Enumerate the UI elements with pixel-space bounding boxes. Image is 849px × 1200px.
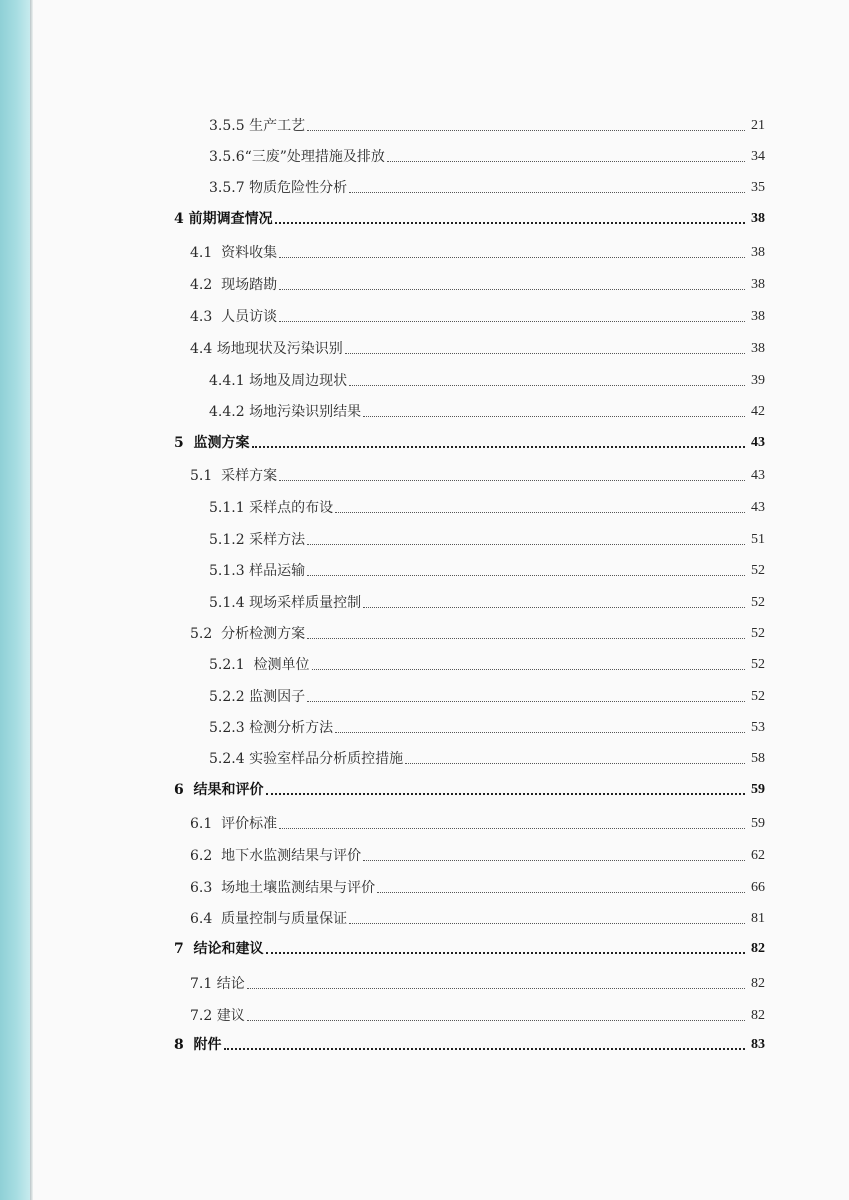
dot-leader <box>307 130 745 131</box>
toc-entry-page: 43 <box>751 468 765 483</box>
dot-leader <box>279 289 745 290</box>
dot-leader <box>335 512 745 513</box>
toc-entry-label: 5.1.1 采样点的布设 <box>209 500 334 516</box>
toc-entry-page: 82 <box>751 976 765 991</box>
toc-chapter-label: 6 结果和评价 <box>174 782 264 798</box>
toc-chapter-page: 43 <box>751 435 765 450</box>
dot-leader <box>377 892 745 893</box>
toc-entry-page: 52 <box>751 595 765 610</box>
toc-chapter-page: 82 <box>751 941 765 956</box>
toc-entry-page: 52 <box>751 657 765 672</box>
dot-leader <box>349 385 745 386</box>
toc-entry[interactable] <box>190 335 765 357</box>
toc-entry-label: 4.4 场地现状及污染识别 <box>190 341 343 357</box>
toc-entry[interactable] <box>209 651 765 673</box>
dot-leader <box>307 701 745 702</box>
toc-entry-label: 3.5.5 生产工艺 <box>209 118 306 134</box>
dot-leader <box>266 952 746 954</box>
toc-entry-page: 38 <box>751 245 765 260</box>
toc-entry-page: 51 <box>751 532 765 547</box>
toc-chapter-label: 4 前期调查情况 <box>174 211 273 227</box>
toc-entry[interactable] <box>209 494 765 516</box>
dot-leader <box>345 353 745 354</box>
toc-entry-label: 4.3 人员访谈 <box>190 309 278 325</box>
toc-entry[interactable] <box>190 842 765 864</box>
dot-leader <box>363 416 745 417</box>
toc-entry-page: 35 <box>751 180 765 195</box>
toc-chapter-label: 8 附件 <box>174 1037 222 1053</box>
toc-entry-page: 52 <box>751 626 765 641</box>
toc-entry-page: 39 <box>751 373 765 388</box>
dot-leader <box>405 763 745 764</box>
toc-chapter[interactable] <box>174 1031 765 1053</box>
toc-chapter-page: 83 <box>751 1037 765 1052</box>
toc-entry-label: 5.1.2 采样方法 <box>209 532 306 548</box>
dot-leader <box>307 575 745 576</box>
toc-entry-label: 5.2.2 监测因子 <box>209 689 306 705</box>
dot-leader <box>279 828 745 829</box>
dot-leader <box>279 257 745 258</box>
toc-entry[interactable] <box>190 970 765 992</box>
toc-entry-page: 52 <box>751 563 765 578</box>
toc-entry[interactable] <box>190 462 765 484</box>
toc-entry-page: 81 <box>751 911 765 926</box>
toc-entry[interactable] <box>190 810 765 832</box>
toc-entry[interactable] <box>209 589 765 611</box>
toc-chapter-page: 59 <box>751 782 765 797</box>
dot-leader <box>307 638 745 639</box>
toc-entry[interactable] <box>190 905 765 927</box>
toc-entry-label: 5.1.4 现场采样质量控制 <box>209 595 362 611</box>
dot-leader <box>363 607 745 608</box>
toc-entry[interactable] <box>190 303 765 325</box>
toc-entry-label: 6.4 质量控制与质量保证 <box>190 911 348 927</box>
toc-entry[interactable] <box>209 714 765 736</box>
toc-entry[interactable] <box>190 1002 765 1024</box>
dot-leader <box>387 161 745 162</box>
toc-entry-label: 3.5.6“三废”处理措施及排放 <box>209 149 385 165</box>
dot-leader <box>252 446 746 448</box>
toc-entry-label: 5.2.1 检测单位 <box>209 657 310 673</box>
toc-entry[interactable] <box>190 239 765 261</box>
toc-entry-label: 3.5.7 物质危险性分析 <box>209 180 348 196</box>
dot-leader <box>349 192 745 193</box>
dot-leader <box>279 321 745 322</box>
toc-entry-page: 66 <box>751 880 765 895</box>
dot-leader <box>363 860 745 861</box>
toc-entry[interactable] <box>209 398 765 420</box>
dot-leader <box>349 923 745 924</box>
dot-leader <box>266 793 746 795</box>
toc-entry[interactable] <box>209 174 765 196</box>
toc-entry-page: 59 <box>751 816 765 831</box>
toc-entry-page: 38 <box>751 277 765 292</box>
toc-entry-label: 7.1 结论 <box>190 976 245 992</box>
toc-entry[interactable] <box>190 620 765 642</box>
dot-leader <box>279 480 745 481</box>
dot-leader <box>247 988 745 989</box>
toc-entry-page: 38 <box>751 341 765 356</box>
dot-leader <box>247 1020 745 1021</box>
dot-leader <box>307 544 745 545</box>
dot-leader <box>224 1048 746 1050</box>
toc-entry-page: 43 <box>751 500 765 515</box>
toc-entry-page: 42 <box>751 404 765 419</box>
toc-entry-label: 7.2 建议 <box>190 1008 245 1024</box>
toc-entry-page: 82 <box>751 1008 765 1023</box>
dot-leader <box>335 732 745 733</box>
toc-chapter-label: 7 结论和建议 <box>174 941 264 957</box>
toc-entry-label: 4.4.2 场地污染识别结果 <box>209 404 362 420</box>
toc-entry-page: 62 <box>751 848 765 863</box>
toc-entry-label: 4.1 资料收集 <box>190 245 278 261</box>
toc-chapter[interactable] <box>174 776 765 798</box>
toc-chapter-page: 38 <box>751 211 765 226</box>
dot-leader <box>312 669 745 670</box>
toc-entry[interactable] <box>209 683 765 705</box>
toc-entry-page: 58 <box>751 751 765 766</box>
toc-entry-page: 38 <box>751 309 765 324</box>
toc-entry[interactable] <box>209 526 765 548</box>
toc-entry-page: 21 <box>751 118 765 133</box>
toc-entry-label: 5.2.3 检测分析方法 <box>209 720 334 736</box>
toc-entry-label: 4.4.1 场地及周边现状 <box>209 373 348 389</box>
toc-entry[interactable] <box>209 112 765 134</box>
toc-entry-label: 5.1 采样方案 <box>190 468 278 484</box>
toc-chapter[interactable] <box>174 935 765 957</box>
toc-entry-label: 6.1 评价标准 <box>190 816 278 832</box>
toc-chapter[interactable] <box>174 205 765 227</box>
toc-entry[interactable] <box>209 557 765 579</box>
toc-entry[interactable] <box>209 367 765 389</box>
toc-entry-label: 4.2 现场踏勘 <box>190 277 278 293</box>
toc-entry-page: 53 <box>751 720 765 735</box>
toc-entry[interactable] <box>190 874 765 896</box>
toc-entry-page: 34 <box>751 149 765 164</box>
toc-entry-label: 5.2 分析检测方案 <box>190 626 306 642</box>
toc-entry-label: 5.2.4 实验室样品分析质控措施 <box>209 751 404 767</box>
toc-entry-page: 52 <box>751 689 765 704</box>
toc-entry-label: 6.2 地下水监测结果与评价 <box>190 848 362 864</box>
dot-leader <box>275 222 745 224</box>
toc-entry-label: 6.3 场地土壤监测结果与评价 <box>190 880 376 896</box>
toc-chapter[interactable] <box>174 429 765 451</box>
toc-entry-label: 5.1.3 样品运输 <box>209 563 306 579</box>
toc-chapter-label: 5 监测方案 <box>174 435 250 451</box>
toc-entry[interactable] <box>209 143 765 165</box>
toc-entry[interactable] <box>209 745 765 767</box>
toc-entry[interactable] <box>190 271 765 293</box>
